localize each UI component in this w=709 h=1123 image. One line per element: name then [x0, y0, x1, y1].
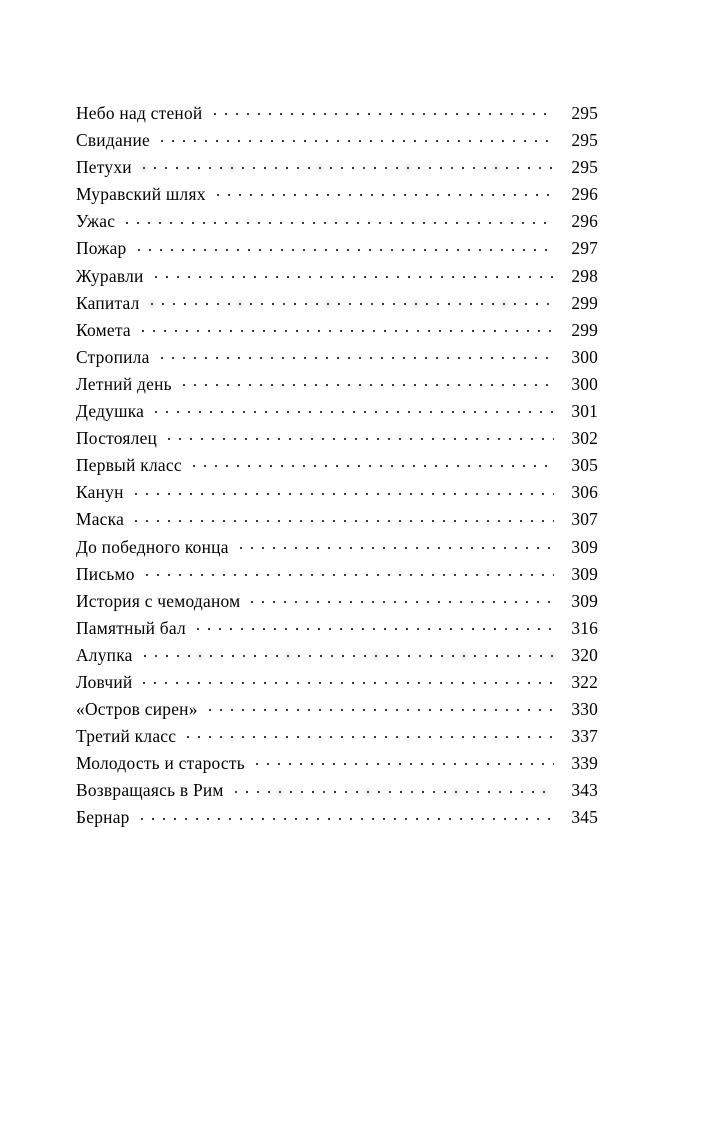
toc-entry-page-number: 339	[571, 753, 598, 774]
toc-entry-page-number: 305	[571, 455, 598, 476]
toc-entry-title: Постоялец	[76, 428, 158, 449]
toc-entry-page-number: 299	[571, 292, 598, 313]
toc-entry-page-number: 295	[571, 103, 598, 123]
toc-entry[interactable]	[76, 588, 598, 615]
toc-entry-title: Ужас	[76, 211, 116, 232]
toc-entry-page-number: 309	[571, 590, 598, 611]
toc-entry[interactable]	[76, 534, 598, 561]
toc-dot-leader	[135, 508, 554, 525]
toc-entry[interactable]	[76, 506, 598, 533]
toc-entry-page-number: 320	[571, 644, 598, 665]
toc-dot-leader	[240, 535, 554, 552]
toc-entry[interactable]	[76, 263, 598, 290]
toc-entry[interactable]	[76, 235, 598, 262]
toc-dot-leader	[209, 698, 554, 715]
toc-entry-page-number: 301	[571, 401, 598, 422]
toc-entry[interactable]	[76, 398, 598, 425]
toc-entry-title: Канун	[76, 482, 124, 503]
toc-entry-title: Ловчий	[76, 671, 133, 692]
toc-entry-page-number: 296	[571, 211, 598, 232]
toc-entry[interactable]	[76, 290, 598, 317]
toc-dot-leader	[143, 671, 554, 688]
toc-entry-title: «Остров сирен»	[76, 699, 198, 720]
toc-dot-leader	[135, 481, 554, 498]
toc-dot-leader	[197, 616, 554, 633]
toc-entry[interactable]	[76, 344, 598, 371]
table-of-contents	[76, 100, 598, 832]
toc-entry[interactable]	[76, 208, 598, 235]
toc-entry-title: Муравский шлях	[76, 184, 206, 205]
toc-dot-leader	[161, 129, 554, 146]
toc-entry-page-number: 345	[571, 807, 598, 828]
toc-dot-leader	[151, 291, 554, 308]
toc-entry[interactable]	[76, 154, 598, 181]
toc-entry-page-number: 337	[571, 726, 598, 747]
toc-entry-title: Журавли	[76, 265, 144, 286]
toc-entry-title: До победного конца	[76, 536, 229, 557]
toc-entry-page-number: 300	[571, 346, 598, 367]
toc-entry-page-number: 306	[571, 482, 598, 503]
toc-dot-leader	[161, 345, 554, 362]
toc-entry[interactable]	[76, 750, 598, 777]
toc-entry-page-number: 296	[571, 184, 598, 205]
toc-entry-page-number: 295	[571, 157, 598, 178]
toc-dot-leader	[144, 643, 554, 660]
toc-dot-leader	[256, 752, 554, 769]
toc-entry-title: Капитал	[76, 292, 140, 313]
toc-entry-page-number: 300	[571, 373, 598, 394]
toc-dot-leader	[155, 400, 554, 417]
toc-entry[interactable]	[76, 371, 598, 398]
toc-entry-page-number: 309	[571, 536, 598, 557]
toc-entry-page-number: 309	[571, 563, 598, 584]
toc-entry-page-number: 298	[571, 265, 598, 286]
toc-dot-leader	[155, 264, 554, 281]
toc-entry[interactable]	[76, 615, 598, 642]
toc-entry-title: Петухи	[76, 157, 132, 178]
toc-entry-page-number: 322	[571, 671, 598, 692]
toc-entry-page-number: 299	[571, 319, 598, 340]
toc-dot-leader	[235, 779, 554, 796]
toc-entry[interactable]	[76, 777, 598, 804]
toc-entry[interactable]	[76, 804, 598, 831]
toc-entry-title: Маска	[76, 509, 125, 530]
toc-entry-title: Молодость и старость	[76, 753, 245, 774]
toc-dot-leader	[143, 156, 554, 173]
toc-entry[interactable]	[76, 696, 598, 723]
toc-dot-leader	[142, 318, 554, 335]
toc-dot-leader	[214, 102, 555, 119]
toc-dot-leader	[217, 183, 554, 200]
toc-dot-leader	[168, 427, 554, 444]
toc-entry-page-number: 302	[571, 428, 598, 449]
toc-entry-page-number: 295	[571, 130, 598, 151]
toc-entry[interactable]	[76, 642, 598, 669]
toc-entry-title: Бернар	[76, 807, 130, 828]
toc-dot-leader	[126, 210, 554, 227]
toc-entry-title: Свидание	[76, 130, 151, 151]
toc-dot-leader	[141, 806, 554, 823]
toc-entry-title: Летний день	[76, 373, 172, 394]
toc-entry-title: Первый класс	[76, 455, 182, 476]
toc-entry[interactable]	[76, 181, 598, 208]
toc-entry-title: Небо над стеной	[76, 103, 203, 123]
toc-entry[interactable]	[76, 317, 598, 344]
toc-entry[interactable]	[76, 723, 598, 750]
toc-entry-title: Алупка	[76, 644, 133, 665]
toc-entry[interactable]	[76, 425, 598, 452]
toc-entry-title: Комета	[76, 319, 131, 340]
toc-dot-leader	[193, 454, 554, 471]
toc-entry[interactable]	[76, 669, 598, 696]
toc-dot-leader	[187, 725, 554, 742]
toc-entry[interactable]	[76, 479, 598, 506]
toc-entry-page-number: 297	[571, 238, 598, 259]
toc-entry-title: Возвращаясь в Рим	[76, 780, 224, 801]
toc-entry[interactable]	[76, 452, 598, 479]
toc-dot-leader	[183, 373, 554, 390]
toc-entry[interactable]	[76, 127, 598, 154]
toc-entry-title: Третий класс	[76, 726, 177, 747]
toc-entry-title: Стропила	[76, 346, 150, 367]
toc-dot-leader	[146, 562, 554, 579]
toc-entry-title: Памятный бал	[76, 617, 186, 638]
toc-entry-title: Пожар	[76, 238, 127, 259]
toc-entry-title: История с чемоданом	[76, 590, 241, 611]
toc-dot-leader	[138, 237, 554, 254]
toc-entry[interactable]	[76, 100, 598, 127]
toc-entry-page-number: 307	[571, 509, 598, 530]
toc-entry-title: Письмо	[76, 563, 135, 584]
toc-dot-leader	[251, 589, 554, 606]
toc-entry-page-number: 316	[571, 617, 598, 638]
toc-entry-title: Дедушка	[76, 401, 145, 422]
toc-entry[interactable]	[76, 561, 598, 588]
toc-entry-page-number: 343	[571, 780, 598, 801]
toc-entry-page-number: 330	[571, 699, 598, 720]
